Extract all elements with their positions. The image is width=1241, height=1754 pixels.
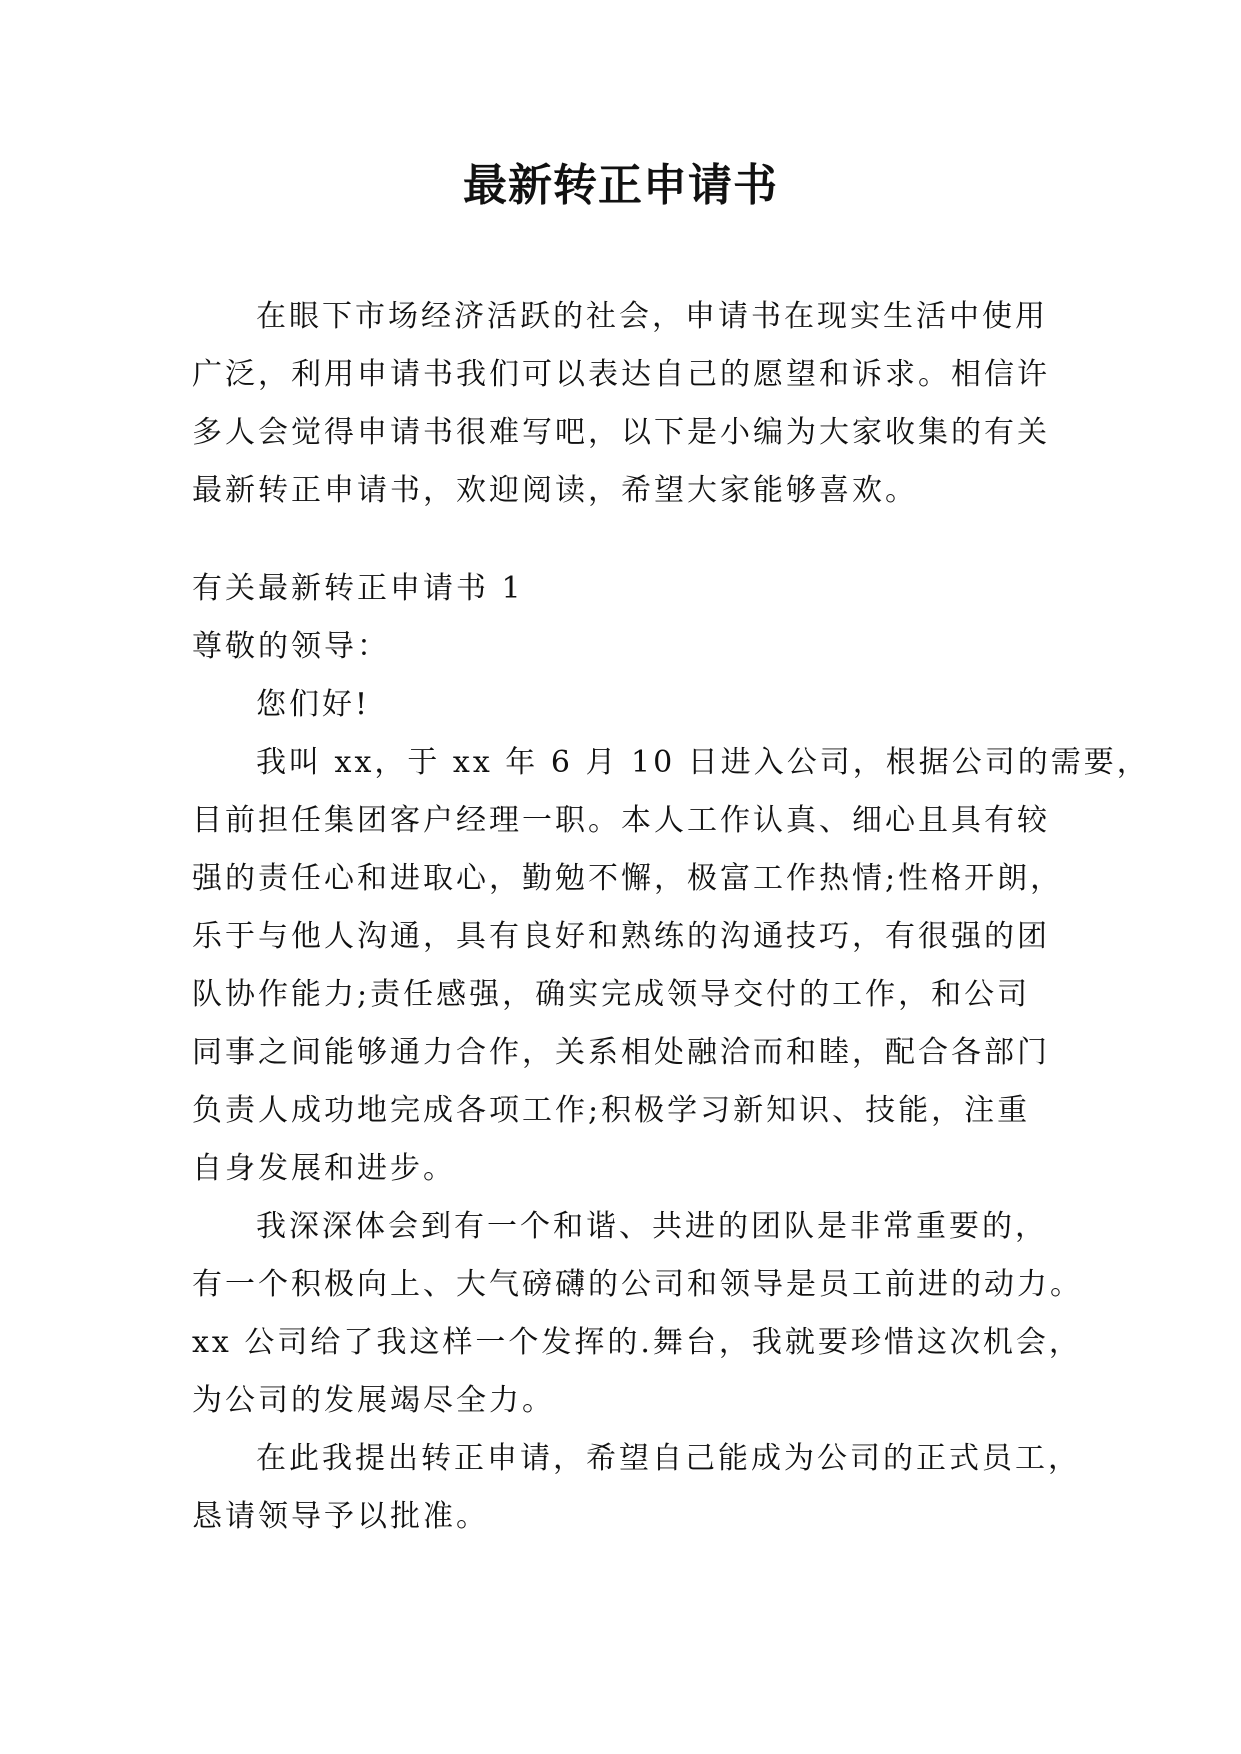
document-title: 最新转正申请书: [463, 160, 778, 211]
intro-line: 在眼下市场经济活跃的社会，申请书在现实生活中使用: [256, 299, 1048, 334]
document-body: [192, 288, 1150, 1546]
paragraph-line: 在此我提出转正申请，希望自己能成为公司的正式员工，: [256, 1441, 1081, 1476]
paragraph-line: 乐于与他人沟通，具有良好和熟练的沟通技巧，有很强的团: [192, 919, 1050, 954]
paragraph-line: 同事之间能够通力合作，关系相处融洽而和睦，配合各部门: [192, 1035, 1050, 1070]
body-paragraph-3: [192, 1430, 1081, 1546]
section-heading: 有关最新转正申请书 1: [192, 571, 524, 606]
paragraph-line: 目前担任集团客户经理一职。本人工作认真、细心且具有较: [192, 803, 1050, 838]
paragraph-line: 队协作能力;责任感强，确实完成领导交付的工作，和公司: [192, 977, 1031, 1012]
paragraph-line: 强的责任心和进取心，勤勉不懈，极富工作热情;性格开朗，: [192, 861, 1064, 896]
intro-paragraph: [192, 288, 1062, 520]
paragraph-line: 自身发展和进步。: [192, 1151, 456, 1186]
intro-line: 最新转正申请书，欢迎阅读，希望大家能够喜欢。: [192, 473, 918, 508]
body-paragraph-2: [192, 1198, 1083, 1430]
body-paragraph-1: [192, 734, 1150, 1198]
greeting: 您们好!: [256, 687, 371, 722]
paragraph-line: 为公司的发展竭尽全力。: [192, 1383, 555, 1418]
salutation: 尊敬的领导：: [192, 629, 390, 664]
paragraph-line: 负责人成功地完成各项工作;积极学习新知识、技能，注重: [192, 1093, 1031, 1128]
paragraph-gap: [192, 520, 1062, 560]
intro-line: 多人会觉得申请书很难写吧，以下是小编为大家收集的有关: [192, 415, 1050, 450]
paragraph-line: 我叫 xx，于 xx 年 6 月 10 日进入公司，根据公司的需要，: [256, 745, 1150, 780]
paragraph-line: 恳请领导予以批准。: [192, 1499, 489, 1534]
intro-line: 广泛，利用申请书我们可以表达自己的愿望和诉求。相信许: [192, 357, 1050, 392]
paragraph-line: xx 公司给了我这样一个发挥的.舞台，我就要珍惜这次机会，: [192, 1325, 1082, 1360]
paragraph-line: 有一个积极向上、大气磅礴的公司和领导是员工前进的动力。: [192, 1267, 1083, 1302]
paragraph-line: 我深深体会到有一个和谐、共进的团队是非常重要的，: [256, 1209, 1048, 1244]
